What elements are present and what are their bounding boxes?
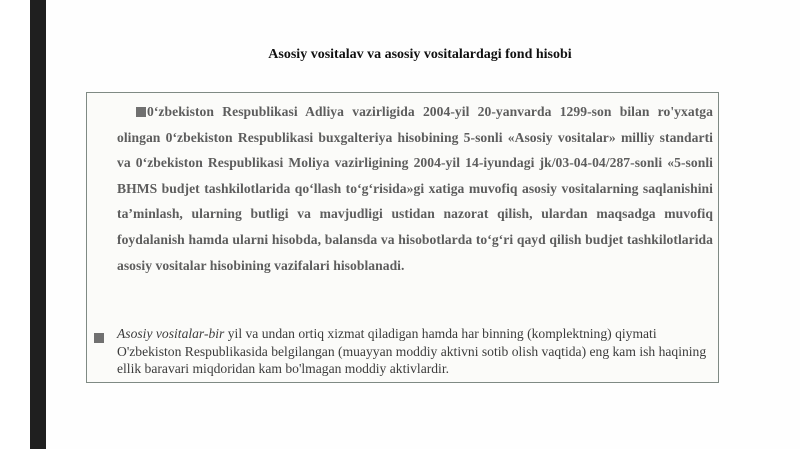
- slide-title: Asosiy vositalav va asosiy vositalardagi fond hisobi: [268, 47, 572, 62]
- paragraph-1-text: 0‘zbekiston Respublikasi Adliya vazirligida 2004-yil 20-yanvarda 1299-son bilan ro'yxatga olingan 0‘zbekiston Respublikasi buxgalteriya hisobining 5-sonli «Asosiy vositalar» milliy standarti va 0‘zbekiston Respublikasi Moliya vazirligining 2004-yil 14-iyundagi jk/03-04-04/287-sonli «5-sonli BHMS budjet tashkilotlarida qo‘llash to‘g‘risida»gi xatiga muvofiq asosiy vositalarning saqlanishini ta’minlash, ularning butligi va mavjudligi ustidan nazorat qilish, ulardan maqsadga muvofiq foydalanish hamda ularni hisobda, balansda va hisobotlarda to‘g‘ri qayd qilish budjet tashkilotlarida asosiy vositalar hisobining vazifalari hisoblanadi.: [117, 104, 713, 273]
- square-bullet-icon: [94, 333, 104, 343]
- paragraph-1: [117, 99, 713, 278]
- square-bullet-icon: [136, 107, 146, 117]
- paragraph-2: [117, 325, 717, 378]
- paragraph-2-term: Asosiy vositalar-bir: [117, 326, 225, 341]
- paragraph-2-text: yil va undan ortiq xizmat qiladigan hamda har binning (komplektning) qiymati O'zbekiston Respublikasida belgilangan (muayyan moddiy aktivni sotib olish vaqtida) eng kam ish haqining ellik baravari miqdoridan kam bo'lmagan moddiy aktivlardir.: [117, 326, 707, 376]
- content-box: [86, 92, 719, 383]
- left-accent-bar: [30, 0, 46, 449]
